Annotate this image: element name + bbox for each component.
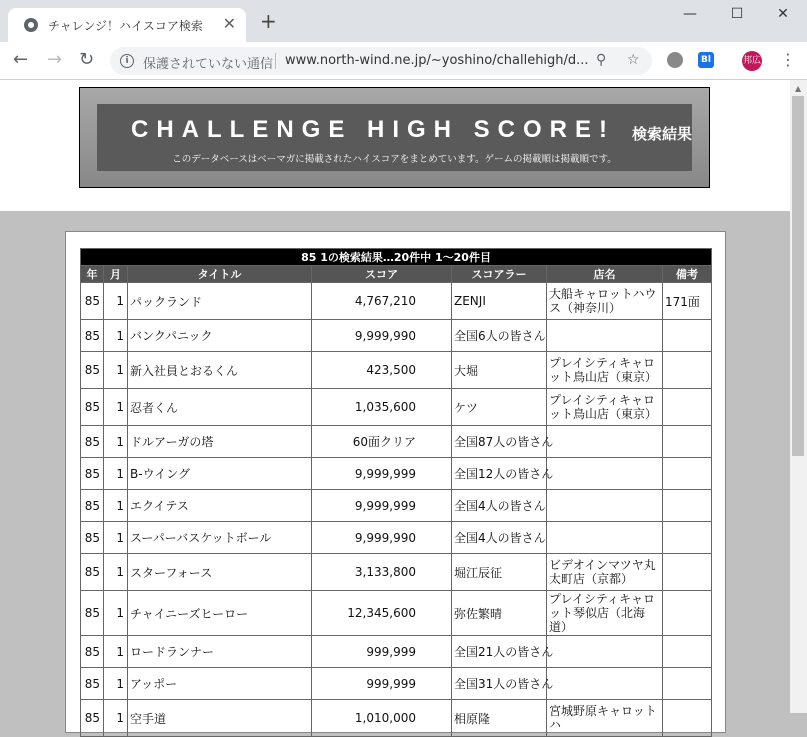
cell-month: 1 [104,490,128,522]
cell-player: 全国87人の皆さん [452,426,547,458]
cell-shop [547,668,663,700]
cell-year: 85 [81,426,104,458]
cell-shop: ビデオインマツヤ丸太町店（京都） [547,554,663,591]
table-row [81,591,712,636]
cell-note [663,591,712,636]
cell-note [663,490,712,522]
tab-title: チャレンジ！ハイスコア検索 [48,19,203,33]
cell-player: 全国31人の皆さん [452,668,547,700]
cell-shop: プレイシティキャロット琴似店（北海道） [547,591,663,636]
cell-shop: 大船キャロットハウス（神奈川） [547,283,663,320]
browser-toolbar [0,42,807,80]
cell-month: 1 [104,389,128,426]
cell-note [663,426,712,458]
reload-icon[interactable]: ↻ [79,49,95,70]
cell-note [663,389,712,426]
table-row [81,636,712,668]
header-area [0,80,790,211]
cell-shop [547,320,663,352]
cell-player: 全国4人の皆さん [452,522,547,554]
cell-month: 1 [104,591,128,636]
cell-title: ドルアーガの塔 [128,426,312,458]
tab-active[interactable] [8,8,246,42]
cell-year: 85 [81,522,104,554]
cell-score: 999,999 [312,636,452,668]
cell-year: 85 [81,389,104,426]
zoom-icon[interactable]: ⚲ [596,52,607,68]
cell-score: 9,999,990 [312,320,452,352]
cell-note [663,352,712,389]
banner-panel [97,104,692,171]
cell-month: 1 [104,426,128,458]
cell-month: 1 [104,700,128,737]
banner-frame [80,88,709,187]
cell-player: 大堀 [452,352,547,389]
cell-player: ZENJI [452,283,547,320]
header-player: スコアラー [452,266,547,283]
window-close-icon[interactable]: ✕ [777,6,789,22]
cell-player: ケツ [452,389,547,426]
cell-score: 4,767,210 [312,283,452,320]
cell-month: 1 [104,636,128,668]
cell-year: 85 [81,700,104,737]
cell-note [663,668,712,700]
cell-score: 60面クリア [312,426,452,458]
cell-shop [547,522,663,554]
table-row [81,426,712,458]
table-row [81,458,712,490]
bookmark-star-icon[interactable]: ☆ [627,52,640,68]
cell-title: パックランド [128,283,312,320]
cell-player: 全国12人の皆さん [452,458,547,490]
cell-score: 999,999 [312,668,452,700]
minimize-icon[interactable]: — [683,6,697,22]
cell-month: 1 [104,320,128,352]
cell-title: チャイニーズヒーロー [128,591,312,636]
cell-shop [547,636,663,668]
cell-title: 忍者くん [128,389,312,426]
site-title: CHALLENGE HIGH SCORE! [131,116,616,143]
cell-title: エクイテス [128,490,312,522]
header-note: 備考 [663,266,712,283]
maximize-icon[interactable]: ☐ [730,6,744,22]
table-row [81,554,712,591]
cell-shop: プレイシティキャロット鳥山店（東京） [547,352,663,389]
cell-year: 85 [81,352,104,389]
scroll-thumb[interactable] [792,96,804,456]
cell-month: 1 [104,668,128,700]
cell-score: 9,999,990 [312,522,452,554]
cell-year: 85 [81,668,104,700]
separator [275,53,276,69]
title-banner [79,87,710,188]
header-score: スコア [312,266,452,283]
cell-note [663,636,712,668]
scroll-up-icon[interactable]: ▲ [795,84,802,93]
cell-note [663,320,712,352]
cell-year: 85 [81,490,104,522]
cell-note [663,700,712,737]
cell-score: 12,345,600 [312,591,452,636]
cell-player: 全国6人の皆さん [452,320,547,352]
cell-score: 9,999,999 [312,458,452,490]
cell-month: 1 [104,458,128,490]
page-viewport [0,80,790,732]
cell-score: 423,500 [312,352,452,389]
cell-player: 全国4人の皆さん [452,490,547,522]
table-caption-row [81,249,712,266]
cell-title: バンクパニック [128,320,312,352]
cell-title: スターフォース [128,554,312,591]
cell-player: 全国21人の皆さん [452,636,547,668]
cell-title: 新入社員とおるくん [128,352,312,389]
cell-shop [547,490,663,522]
cell-score: 1,035,600 [312,389,452,426]
table-row [81,352,712,389]
new-tab-icon[interactable]: + [260,9,277,33]
address-bar[interactable] [110,47,652,75]
cell-note: 171面 [663,283,712,320]
tab-bar [0,0,807,42]
cell-note [663,522,712,554]
menu-icon[interactable]: ⋮ [780,50,796,69]
header-year: 年 [81,266,104,283]
cell-month: 1 [104,522,128,554]
cell-year: 85 [81,458,104,490]
cell-note [663,458,712,490]
table-row [81,490,712,522]
cell-year: 85 [81,591,104,636]
cell-shop: 宮城野原キャロットハ [547,700,663,737]
cell-year: 85 [81,320,104,352]
table-row [81,320,712,352]
cell-month: 1 [104,283,128,320]
cell-score: 9,999,999 [312,490,452,522]
table-header-row [81,266,712,283]
table-row [81,522,712,554]
table-row [81,700,712,737]
cell-shop: プレイシティキャロット鳥山店（東京） [547,389,663,426]
table-row [81,283,712,320]
cell-score: 1,010,000 [312,700,452,737]
profile-avatar[interactable]: 邦広 [742,51,762,71]
cell-month: 1 [104,554,128,591]
cell-shop [547,426,663,458]
cell-title: アッポー [128,668,312,700]
header-title: タイトル [128,266,312,283]
results-container [65,231,726,733]
cell-year: 85 [81,636,104,668]
header-shop: 店名 [547,266,663,283]
page-subtitle: 検索結果 [632,125,693,143]
header-month: 月 [104,266,128,283]
cell-year: 85 [81,283,104,320]
url-text[interactable]: www.north-wind.ne.jp/~yoshino/challehigh/d... [285,53,589,68]
cell-note [663,554,712,591]
extension-bl-icon[interactable]: Bl [698,52,714,68]
forward-icon[interactable]: → [47,49,63,70]
cell-title: B-ウイング [128,458,312,490]
close-tab-icon[interactable]: ✕ [222,14,236,33]
cell-month: 1 [104,352,128,389]
site-description: このデータベースはベーマガに掲載されたハイスコアをまとめています。ゲームの掲載順は掲載順です。 [172,154,617,165]
table-row [81,389,712,426]
back-icon[interactable]: ← [13,49,29,70]
cell-player: 堀江辰征 [452,554,547,591]
results-table [80,248,712,737]
extension-chat-icon[interactable] [667,52,683,68]
cell-title: スーパーバスケットボール [128,522,312,554]
info-icon[interactable]: i [120,54,134,68]
cell-title: 空手道 [128,700,312,737]
table-caption: 85 1の検索結果…20件中 1〜20件目 [81,249,712,266]
vertical-scrollbar[interactable] [790,80,807,713]
cell-player: 相原隆 [452,700,547,737]
cell-year: 85 [81,554,104,591]
cell-player: 弥佐繁晴 [452,591,547,636]
cell-score: 3,133,800 [312,554,452,591]
table-row [81,668,712,700]
cell-title: ロードランナー [128,636,312,668]
globe-icon [24,18,38,32]
cell-shop [547,458,663,490]
security-status: 保護されていない通信 [143,57,274,72]
